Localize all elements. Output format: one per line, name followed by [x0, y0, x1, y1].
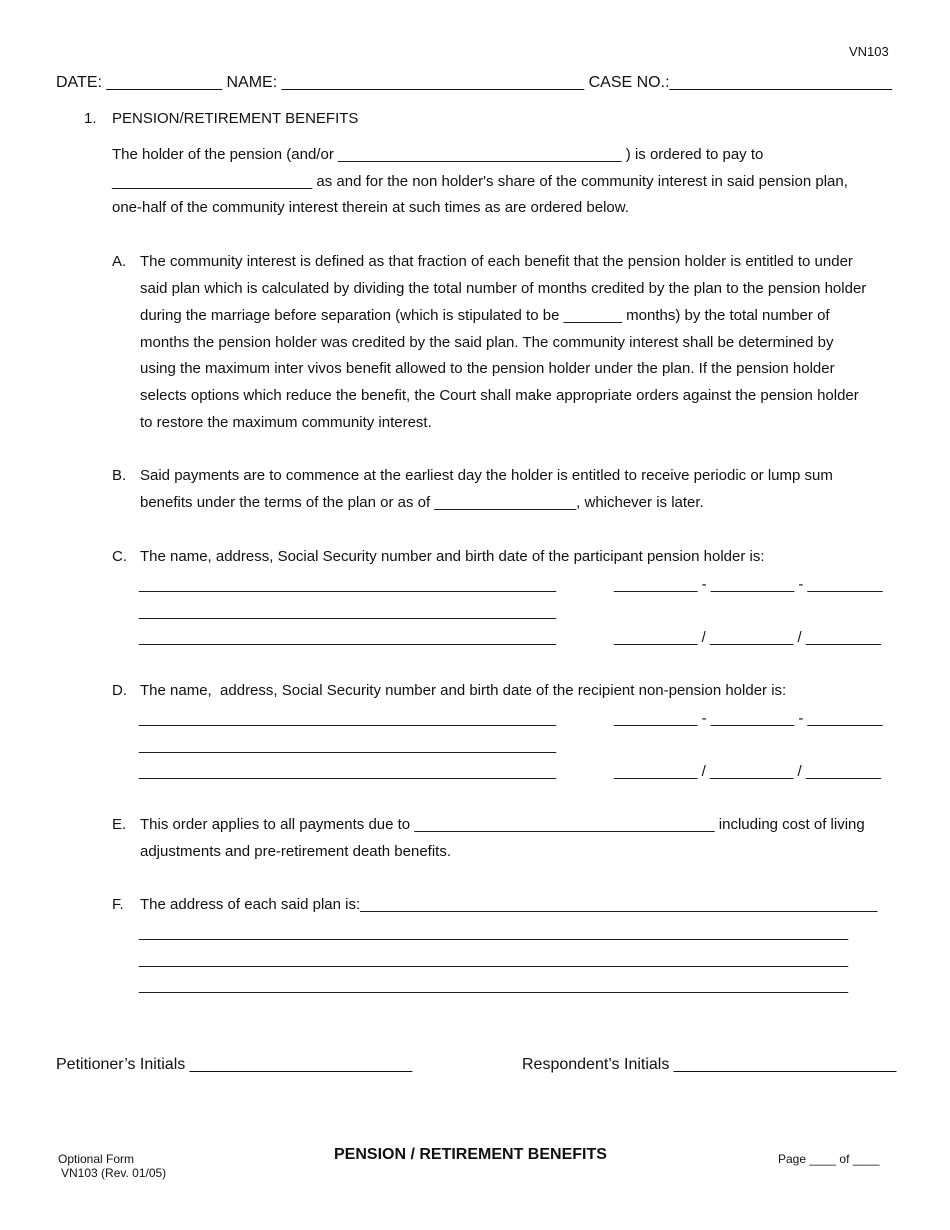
item-a-line: said plan which is calculated by dividing the total number of months credited by the plan to the pension holder: [140, 280, 867, 297]
item-e-letter: E.: [112, 816, 127, 833]
item-a-line: months the pension holder was credited by the said plan. The community interest shall be determined by: [140, 334, 834, 351]
item-a-line: The community interest is defined as that fraction of each benefit that the pension holder is entitled to under: [140, 253, 853, 270]
section-number: 1.: [84, 110, 97, 127]
item-d-letter: D.: [112, 682, 127, 699]
header-fields[interactable]: DATE: _____________ NAME: __________________________________ CASE NO.:_________________________: [56, 74, 892, 91]
item-e-line: adjustments and pre-retirement death benefits.: [140, 843, 452, 860]
recipient-address-line[interactable]: __________________________________________________: [139, 737, 557, 754]
item-a-line: to restore the maximum community interest.: [140, 414, 432, 431]
petitioner-initials[interactable]: Petitioner’s Initials _________________________: [56, 1056, 413, 1073]
footer-form-rev: VN103 (Rev. 01/05): [61, 1166, 167, 1180]
item-a-line: selects options which reduce the benefit, the Court shall make appropriate orders against the pension holder: [140, 387, 859, 404]
plan-address-line[interactable]: _____________________________________________________________________________________: [139, 977, 849, 994]
plan-address-line[interactable]: _____________________________________________________________________________________: [139, 924, 849, 941]
footer-title: PENSION / RETIREMENT BENEFITS: [334, 1146, 607, 1163]
item-a-line[interactable]: during the marriage before separation (which is stipulated to be _______ months) by the total number of: [140, 307, 830, 324]
item-e-line[interactable]: This order applies to all payments due to ____________________________________ including cost of living: [140, 816, 865, 833]
item-b-letter: B.: [112, 467, 127, 484]
participant-name-line[interactable]: __________________________________________________: [139, 576, 557, 593]
recipient-dob-field[interactable]: __________ / __________ / _________: [614, 763, 881, 780]
participant-dob-field[interactable]: __________ / __________ / _________: [614, 629, 881, 646]
intro-line-1[interactable]: The holder of the pension (and/or __________________________________ ) is ordered to pay to: [112, 146, 764, 163]
item-b-line[interactable]: benefits under the terms of the plan or as of _________________, whichever is later.: [140, 494, 704, 511]
recipient-ssn-field[interactable]: __________ - __________ - _________: [614, 710, 883, 727]
section-title: PENSION/RETIREMENT BENEFITS: [112, 110, 359, 127]
item-c-letter: C.: [112, 548, 127, 565]
intro-line-2[interactable]: ________________________ as and for the non holder's share of the community interest in said pension plan,: [112, 173, 848, 190]
participant-address-line[interactable]: __________________________________________________: [139, 629, 557, 646]
form-code: VN103: [849, 44, 889, 59]
item-c-text: The name, address, Social Security number and birth date of the participant pension holder is:: [140, 548, 765, 565]
footer-optional-form: Optional Form: [58, 1152, 135, 1166]
item-d-text: The name, address, Social Security number and birth date of the recipient non-pension holder is:: [140, 682, 787, 699]
participant-ssn-field[interactable]: __________ - __________ - _________: [614, 576, 883, 593]
respondent-initials[interactable]: Respondent’s Initials _________________________: [522, 1056, 897, 1073]
recipient-address-line[interactable]: __________________________________________________: [139, 763, 557, 780]
item-a-line: using the maximum inter vivos benefit allowed to the pension holder under the plan. If the pension holder: [140, 360, 835, 377]
item-f-text[interactable]: The address of each said plan is:______________________________________________________________: [140, 896, 878, 913]
plan-address-line[interactable]: _____________________________________________________________________________________: [139, 951, 849, 968]
item-f-letter: F.: [112, 896, 124, 913]
item-b-line: Said payments are to commence at the earliest day the holder is entitled to receive periodic or lump sum: [140, 467, 833, 484]
intro-line-3: one-half of the community interest therein at such times as are ordered below.: [112, 199, 629, 216]
recipient-name-line[interactable]: __________________________________________________: [139, 710, 557, 727]
item-a-letter: A.: [112, 253, 127, 270]
participant-address-line[interactable]: __________________________________________________: [139, 603, 557, 620]
footer-page[interactable]: Page ____ of ____: [778, 1152, 880, 1166]
